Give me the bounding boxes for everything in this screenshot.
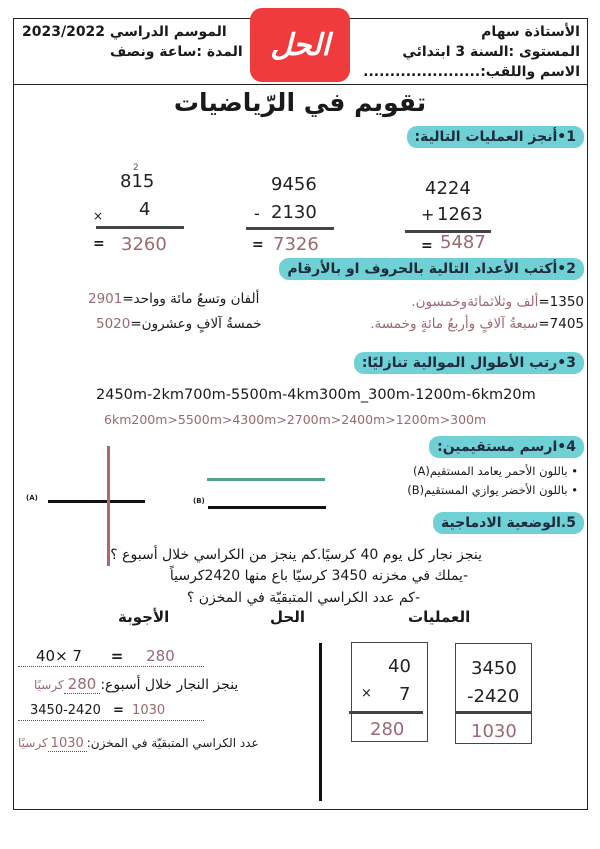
op2-bottom: 2130	[271, 202, 317, 223]
section1-heading: 1•أنجز العمليات التالية:	[407, 126, 585, 148]
problem-line-3: -كم عدد الكراسي المتبقيّة في المخزن ؟	[186, 590, 420, 606]
op3-result: 5487	[440, 232, 486, 253]
section5-heading: 5.الوضعية الادماجية	[433, 512, 584, 534]
op-box1-top: 40	[388, 656, 411, 677]
column-operations: العمليات	[408, 608, 471, 626]
numbers-item-7405: 7405=سبعةُ آلافٍ وأربعُ مائةٍ وخمسة.	[370, 316, 584, 332]
op3-top: 4224	[425, 178, 471, 199]
solution-divider	[319, 643, 322, 801]
solution-badge: الحل	[250, 8, 350, 82]
op3-equals: =	[421, 238, 433, 254]
section2-heading: 2•أكتب الأعداد التالية بالحروف او بالأرقام	[279, 258, 584, 280]
op2-top: 9456	[271, 174, 317, 195]
op1-top: 815	[120, 171, 155, 192]
line-b	[208, 506, 326, 509]
line-b-label: (B)	[193, 497, 205, 505]
parallel-green-line	[207, 478, 325, 481]
numbers-item-5020: خمسةُ آلافٍ وعشرون=5020	[96, 316, 262, 332]
op-box1-operator: ×	[361, 686, 372, 701]
column-answers: الأجوبة	[118, 608, 170, 626]
line-a	[48, 500, 145, 503]
name-label: الاسم واللقب:	[480, 64, 580, 80]
op2-rule	[246, 227, 334, 230]
problem-line-2: -يملك في مخزنه 3450 كرسيّا باع منها 2420كرسياً	[169, 568, 468, 584]
problem-line-1: ينجز نجار كل يوم 40 كرسيًا.كم ينجز من الكراسي خلال أسبوع ؟	[110, 547, 482, 563]
section4-heading: 4•ارسم مستقيمين:	[429, 436, 584, 458]
section3-heading: 3•رتب الأطوال الموالية تنازليًا:	[354, 352, 584, 374]
op3-operator: +	[421, 205, 435, 224]
numbers-item-1350: 1350=ألف وثلاثمائةوخمسون.	[411, 294, 584, 310]
exam-duration: المدة :ساعة ونصف	[110, 44, 243, 60]
teacher-name: الأستاذة سهام	[481, 24, 580, 40]
name-dots: ......................	[363, 64, 481, 80]
lengths-answer: 6km200m>5500m>4300m>2700m>2400m>1200m>300m	[104, 412, 487, 427]
op-box2-bottom: -2420	[467, 686, 520, 707]
op3-bottom: 1263	[437, 204, 483, 225]
column-solution: الحل	[270, 608, 305, 626]
numbers-item-2901: ألفان وتسعُ مائة وواحد=2901	[88, 291, 260, 307]
instruction-perpendicular: • باللون الأحمر يعامد المستقيم(A)	[413, 464, 578, 478]
op-box1-rule	[349, 711, 423, 714]
student-name-field[interactable]	[363, 64, 580, 80]
op-box2-rule	[455, 711, 532, 714]
lengths-list: 2450m-2km700m-5500m-4km300m_300m-1200m-6km20m	[96, 387, 536, 403]
answer-line-3: 3450-2420 = 1030	[18, 703, 204, 721]
op-box2-result: 1030	[471, 721, 517, 742]
answer-line-4: عدد الكراسي المتبقيّة في المخزن:1030كرسيًا	[18, 736, 259, 751]
op2-equals: =	[252, 237, 264, 253]
answer-line-2: ينجز النجار خلال أسبوع:280كرسيًا	[34, 675, 239, 693]
op2-result: 7326	[273, 234, 319, 255]
school-season: الموسم الدراسي 2023/2022	[22, 24, 227, 40]
op1-rule	[96, 226, 184, 229]
op1-equals: =	[93, 236, 105, 252]
instruction-parallel: • باللون الأخضر يوازي المستقيم(B)	[407, 483, 578, 497]
op1-carry: 2	[133, 163, 139, 173]
op1-operator: ×	[93, 209, 104, 223]
op1-result: 3260	[121, 234, 167, 255]
op2-operator: -	[254, 204, 260, 223]
line-a-label: (A)	[26, 494, 38, 502]
op-box2-top: 3450	[471, 658, 517, 679]
op1-bottom: 4	[139, 199, 151, 220]
op-box1-result: 280	[370, 719, 405, 740]
op-box1-bottom: 7	[399, 684, 411, 705]
page-title: تقويم في الرّياضيات	[173, 88, 427, 117]
grade-level: المستوى :السنة 3 ابتدائي	[402, 44, 580, 60]
header-divider	[13, 84, 588, 85]
answer-line-1: 40× 7 = 280	[18, 647, 204, 667]
